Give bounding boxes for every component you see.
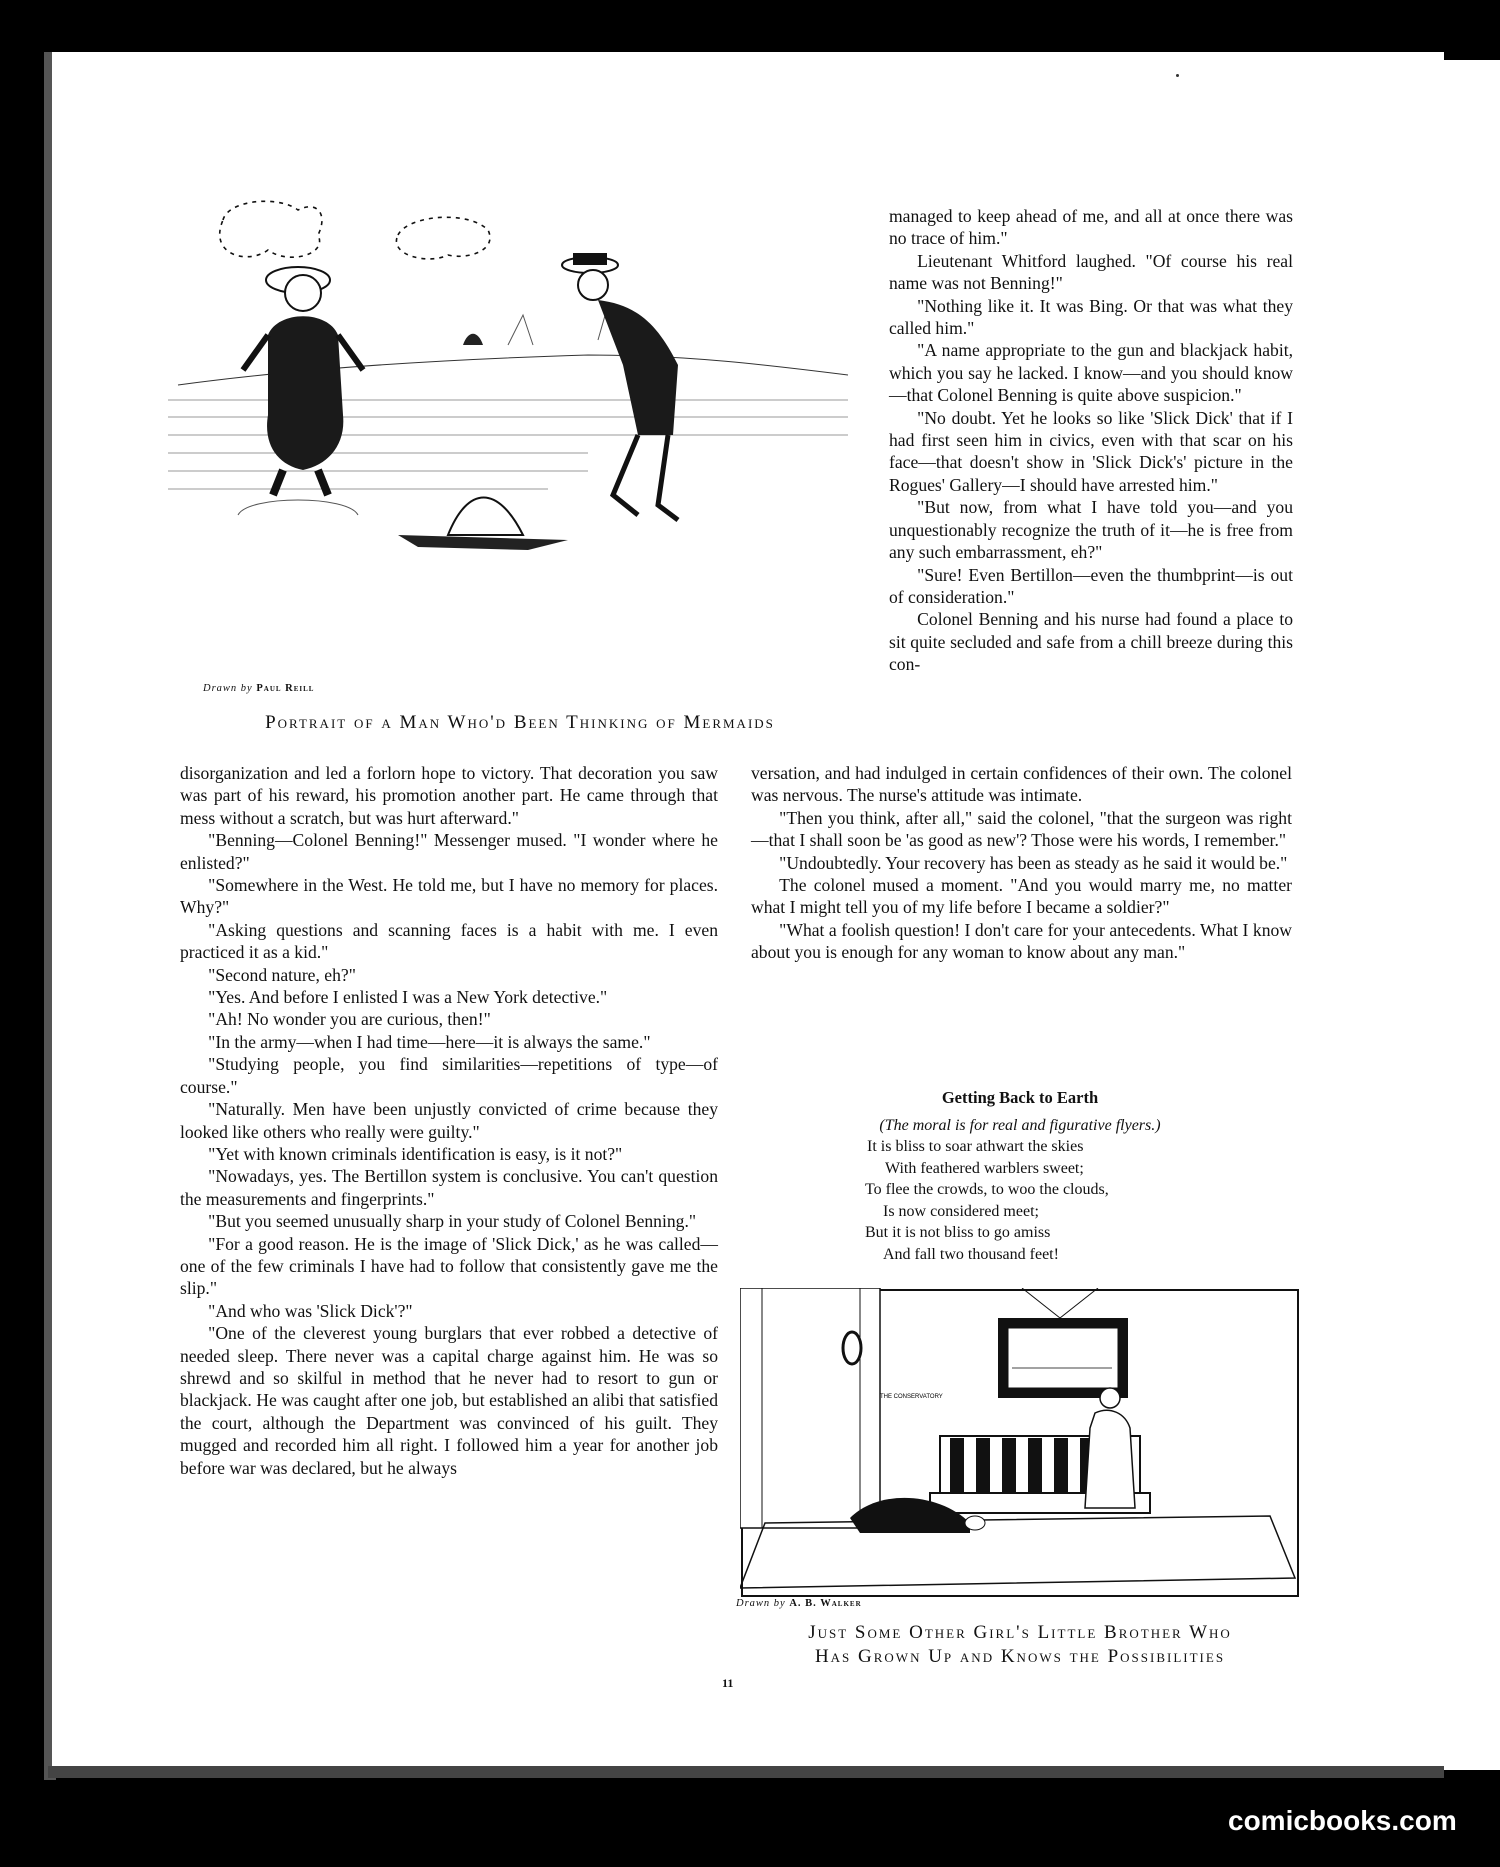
paragraph: "Studying people, you find similarities—repetitions of type—of course.": [180, 1054, 718, 1097]
paragraph: "Second nature, eh?": [208, 964, 356, 985]
page-bottom-edge: [48, 1766, 1444, 1778]
paragraph: versation, and had indulged in certain confidences of their own. The colonel was nervous. The nurse's attitude was intimate.: [751, 763, 1292, 806]
poem-line: And fall two thousand feet!: [883, 1245, 1059, 1263]
article-column-right-bottom: [751, 762, 1292, 964]
paragraph: "Benning—Colonel Benning!" Messenger mused. "I wonder where he enlisted?": [180, 830, 718, 873]
illustration-credit: [203, 683, 314, 694]
illustration-caption: Portrait of a Man Who'd Been Thinking of Mermaids: [265, 712, 775, 733]
credit-artist: A. B. Walker: [789, 1598, 862, 1609]
paragraph: "Ah! No wonder you are curious, then!": [208, 1009, 491, 1030]
caption-line: Just Some Other Girl's Little Brother Who: [808, 1622, 1232, 1643]
speck: [1176, 74, 1179, 77]
article-column-right-top: [889, 205, 1293, 676]
credit-prefix: Drawn by: [203, 683, 253, 694]
paragraph: "Naturally. Men have been unjustly convicted of crime because they looked like others who really were guilty.": [180, 1099, 718, 1142]
credit-prefix: Drawn by: [736, 1598, 786, 1609]
paragraph: "Undoubtedly. Your recovery has been as steady as he said it would be.": [779, 852, 1288, 873]
poem-line: To flee the crowds, to woo the clouds,: [865, 1181, 1109, 1198]
door-sign: THE CONSERVATORY: [880, 1394, 943, 1400]
paragraph: Lieutenant Whitford laughed. "Of course his real name was not Benning!": [889, 250, 1293, 294]
conservatory-cartoon-illustration: [740, 1288, 1300, 1598]
poem-title: Getting Back to Earth: [941, 1088, 1099, 1107]
paragraph: The colonel mused a moment. "And you would marry me, no matter what I might tell you of my life before I became a soldier?": [751, 875, 1292, 918]
paragraph: "And who was 'Slick Dick'?": [208, 1300, 413, 1321]
poem-line: With feathered warblers sweet;: [885, 1159, 1084, 1177]
poem-block: [830, 1087, 1210, 1265]
paragraph: "No doubt. Yet he looks so like 'Slick Dick' that if I had first seen him in civics, even with that scar on his face—that doesn't show in 'Slick Dick's' picture in the Rogues' Gallery—I should have arrested him.": [889, 407, 1293, 495]
paragraph: "But now, from what I have told you—and you unquestionably recognize the truth of it—he is free from any such embarrassment, eh?": [889, 497, 1293, 563]
paragraph: Colonel Benning and his nurse had found a place to sit quite secluded and safe from a chill breeze during this con-: [889, 609, 1293, 675]
illustration-credit: [736, 1598, 862, 1609]
illustration-caption: [760, 1621, 1280, 1669]
article-column-left: [180, 762, 718, 1479]
paragraph: "But you seemed unusually sharp in your study of Colonel Benning.": [208, 1211, 697, 1232]
paragraph: "A name appropriate to the gun and blackjack habit, which you say he lacked. I know—and you should know—that Colonel Benning is quite above suspicion.": [889, 340, 1293, 406]
paragraph: "Yet with known criminals identification is easy, is it not?": [208, 1143, 623, 1164]
paragraph: "Sure! Even Bertillon—even the thumbprint—is out of consideration.": [889, 564, 1293, 607]
paragraph: "Yes. And before I enlisted I was a New York detective.": [208, 987, 608, 1008]
watermark: comicbooks.com: [1228, 1805, 1457, 1836]
paragraph: "Asking questions and scanning faces is a habit with me. I even practiced it as a kid.": [180, 919, 718, 963]
page-number: 11: [722, 1676, 734, 1690]
paragraph: "Nothing like it. It was Bing. Or that was what they called him.": [889, 295, 1293, 339]
paragraph: "Then you think, after all," said the colonel, "that the surgeon was right—that I shall soon be 'as good as new'? Those were his words, I remember.": [751, 807, 1292, 851]
paragraph: "In the army—when I had time—here—it is always the same.": [208, 1031, 651, 1052]
paragraph: "For a good reason. He is the image of 'Slick Dick,' as he was called—one of the few criminals I have had to follow that consistently gave me the slip.": [180, 1233, 718, 1299]
paragraph: "One of the cleverest young burglars that ever robbed a detective of needed sleep. There never was a capital charge against him. He was so shrewd and so skilful in method that he never had to resort to gun or blackjack. He was caught after one job, but established an alibi that satisfied the court, although the Department was convinced of his guilt. They mugged and recorded him all right. I followed him a year for another job before war was declared, but he always: [180, 1323, 718, 1478]
poem-subtitle: (The moral is for real and figurative flyers.): [879, 1116, 1161, 1134]
paragraph: disorganization and led a forlorn hope to victory. That decoration you saw was part of his reward, his promotion another part. He came through that mess without a scratch, but was hurt afterward.": [180, 763, 718, 828]
facing-page-edge: [1444, 60, 1500, 1770]
paragraph: managed to keep ahead of me, and all at once there was no trace of him.": [889, 206, 1293, 249]
paragraph: "Nowadays, yes. The Bertillon system is conclusive. You can't question the measurements and fingerprints.": [180, 1166, 718, 1209]
credit-artist: Paul Reill: [256, 683, 315, 694]
poem-line: It is bliss to soar athwart the skies: [867, 1138, 1084, 1155]
paragraph: "What a foolish question! I don't care for your antecedents. What I know about you is enough for any woman to know about any man.": [751, 919, 1292, 963]
poem-line: Is now considered meet;: [883, 1202, 1039, 1220]
paragraph: "Somewhere in the West. He told me, but I have no memory for places. Why?": [180, 875, 718, 918]
mermaid-cartoon-illustration: [168, 195, 858, 680]
caption-line: Has Grown Up and Knows the Possibilities: [814, 1646, 1226, 1667]
poem-line: But it is not bliss to go amiss: [865, 1224, 1051, 1241]
